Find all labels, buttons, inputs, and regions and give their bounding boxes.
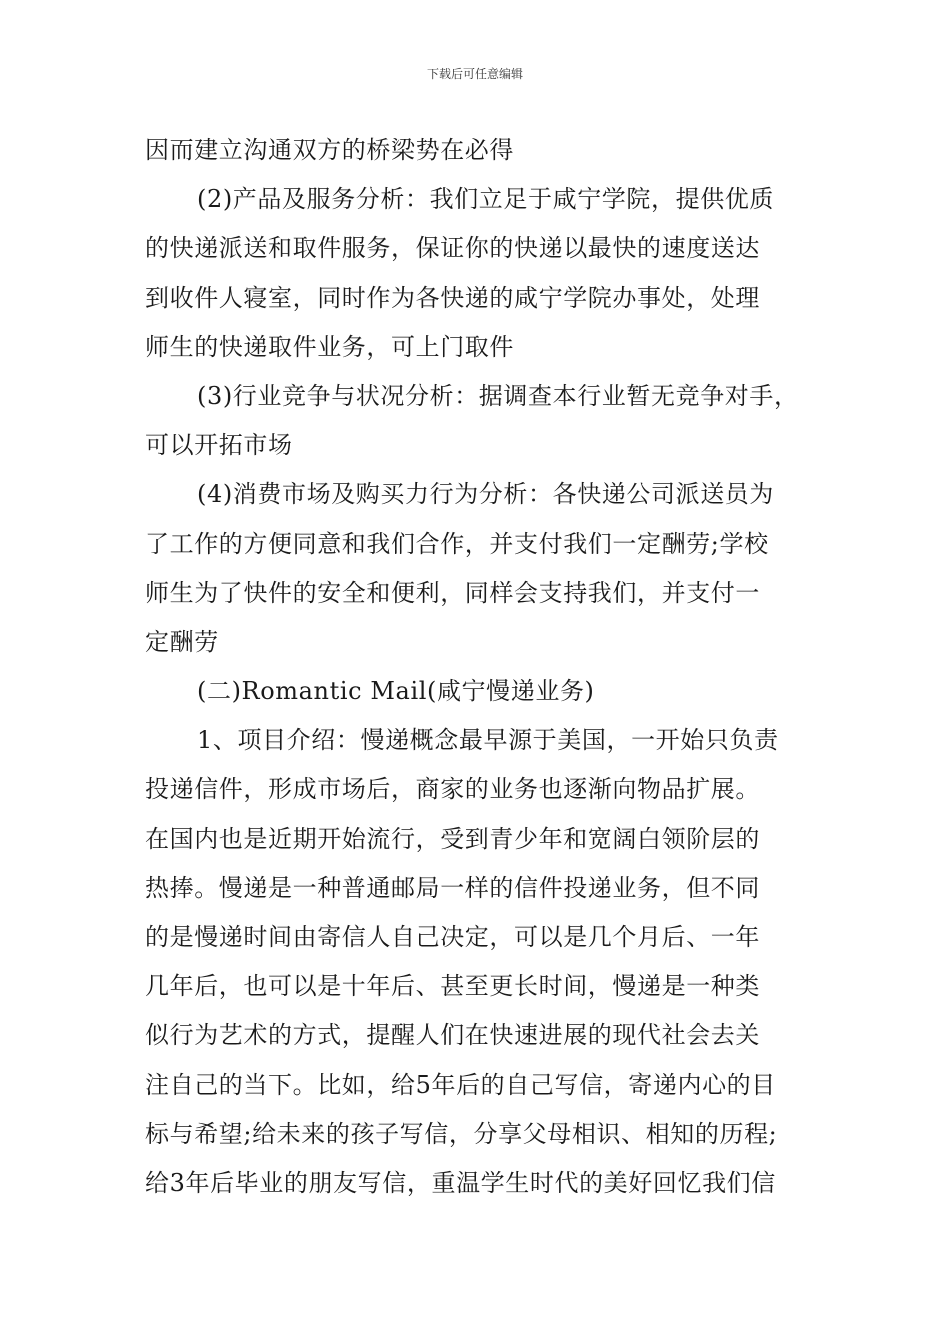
- paragraph-start-line: (3)行业竞争与状况分析：据调查本行业暂无竞争对手，: [197, 381, 799, 410]
- text-line: 似行为艺术的方式，提醒人们在快速进展的现代社会去关: [145, 1021, 760, 1050]
- text-line: 热捧。慢递是一种普通邮局一样的信件投递业务，但不同: [145, 873, 760, 902]
- text-line: 了工作的方便同意和我们合作，并支付我们一定酬劳;学校: [145, 529, 769, 558]
- paragraph-start-line: 1、项目介绍：慢递概念最早源于美国，一开始只负责: [197, 726, 779, 755]
- text-line: 在国内也是近期开始流行，受到青少年和宽阔白领阶层的: [145, 824, 760, 853]
- text-line: 可以开拓市场: [145, 431, 293, 460]
- text-line: 因而建立沟通双方的桥梁势在必得: [145, 136, 514, 164]
- text-line: 投递信件，形成市场后，商家的业务也逐渐向物品扩展。: [145, 775, 760, 804]
- text-line: 标与希望;给未来的孩子写信，分享父母相识、相知的历程;: [145, 1119, 778, 1148]
- text-line: 师生的快递取件业务，可上门取件: [145, 332, 514, 361]
- section-heading: (二)Romantic Mail(咸宁慢递业务): [197, 677, 595, 706]
- text-line: 注自己的当下。比如，给5年后的自己写信，寄递内心的目: [145, 1070, 776, 1099]
- paragraph-start-line: (2)产品及服务分析：我们立足于咸宁学院，提供优质: [197, 185, 774, 214]
- text-line: 到收件人寝室，同时作为各快递的咸宁学院办事处，处理: [145, 283, 760, 312]
- text-line: 的是慢递时间由寄信人自己决定，可以是几个月后、一年: [145, 923, 760, 951]
- document-body: [145, 126, 813, 1208]
- text-line: 给3年后毕业的朋友写信，重温学生时代的美好回忆我们信: [145, 1168, 776, 1197]
- text-line: 师生为了快件的安全和便利，同样会支持我们，并支付一: [145, 578, 760, 607]
- page-header-note: 下载后可任意编辑: [426, 67, 523, 81]
- text-line: 的快递派送和取件服务，保证你的快递以最快的速度送达: [145, 234, 760, 263]
- paragraph-start-line: (4)消费市场及购买力行为分析：各快递公司派送员为: [197, 480, 774, 509]
- text-line: 定酬劳: [145, 627, 219, 656]
- text-line: 几年后，也可以是十年后、甚至更长时间，慢递是一种类: [145, 972, 760, 1001]
